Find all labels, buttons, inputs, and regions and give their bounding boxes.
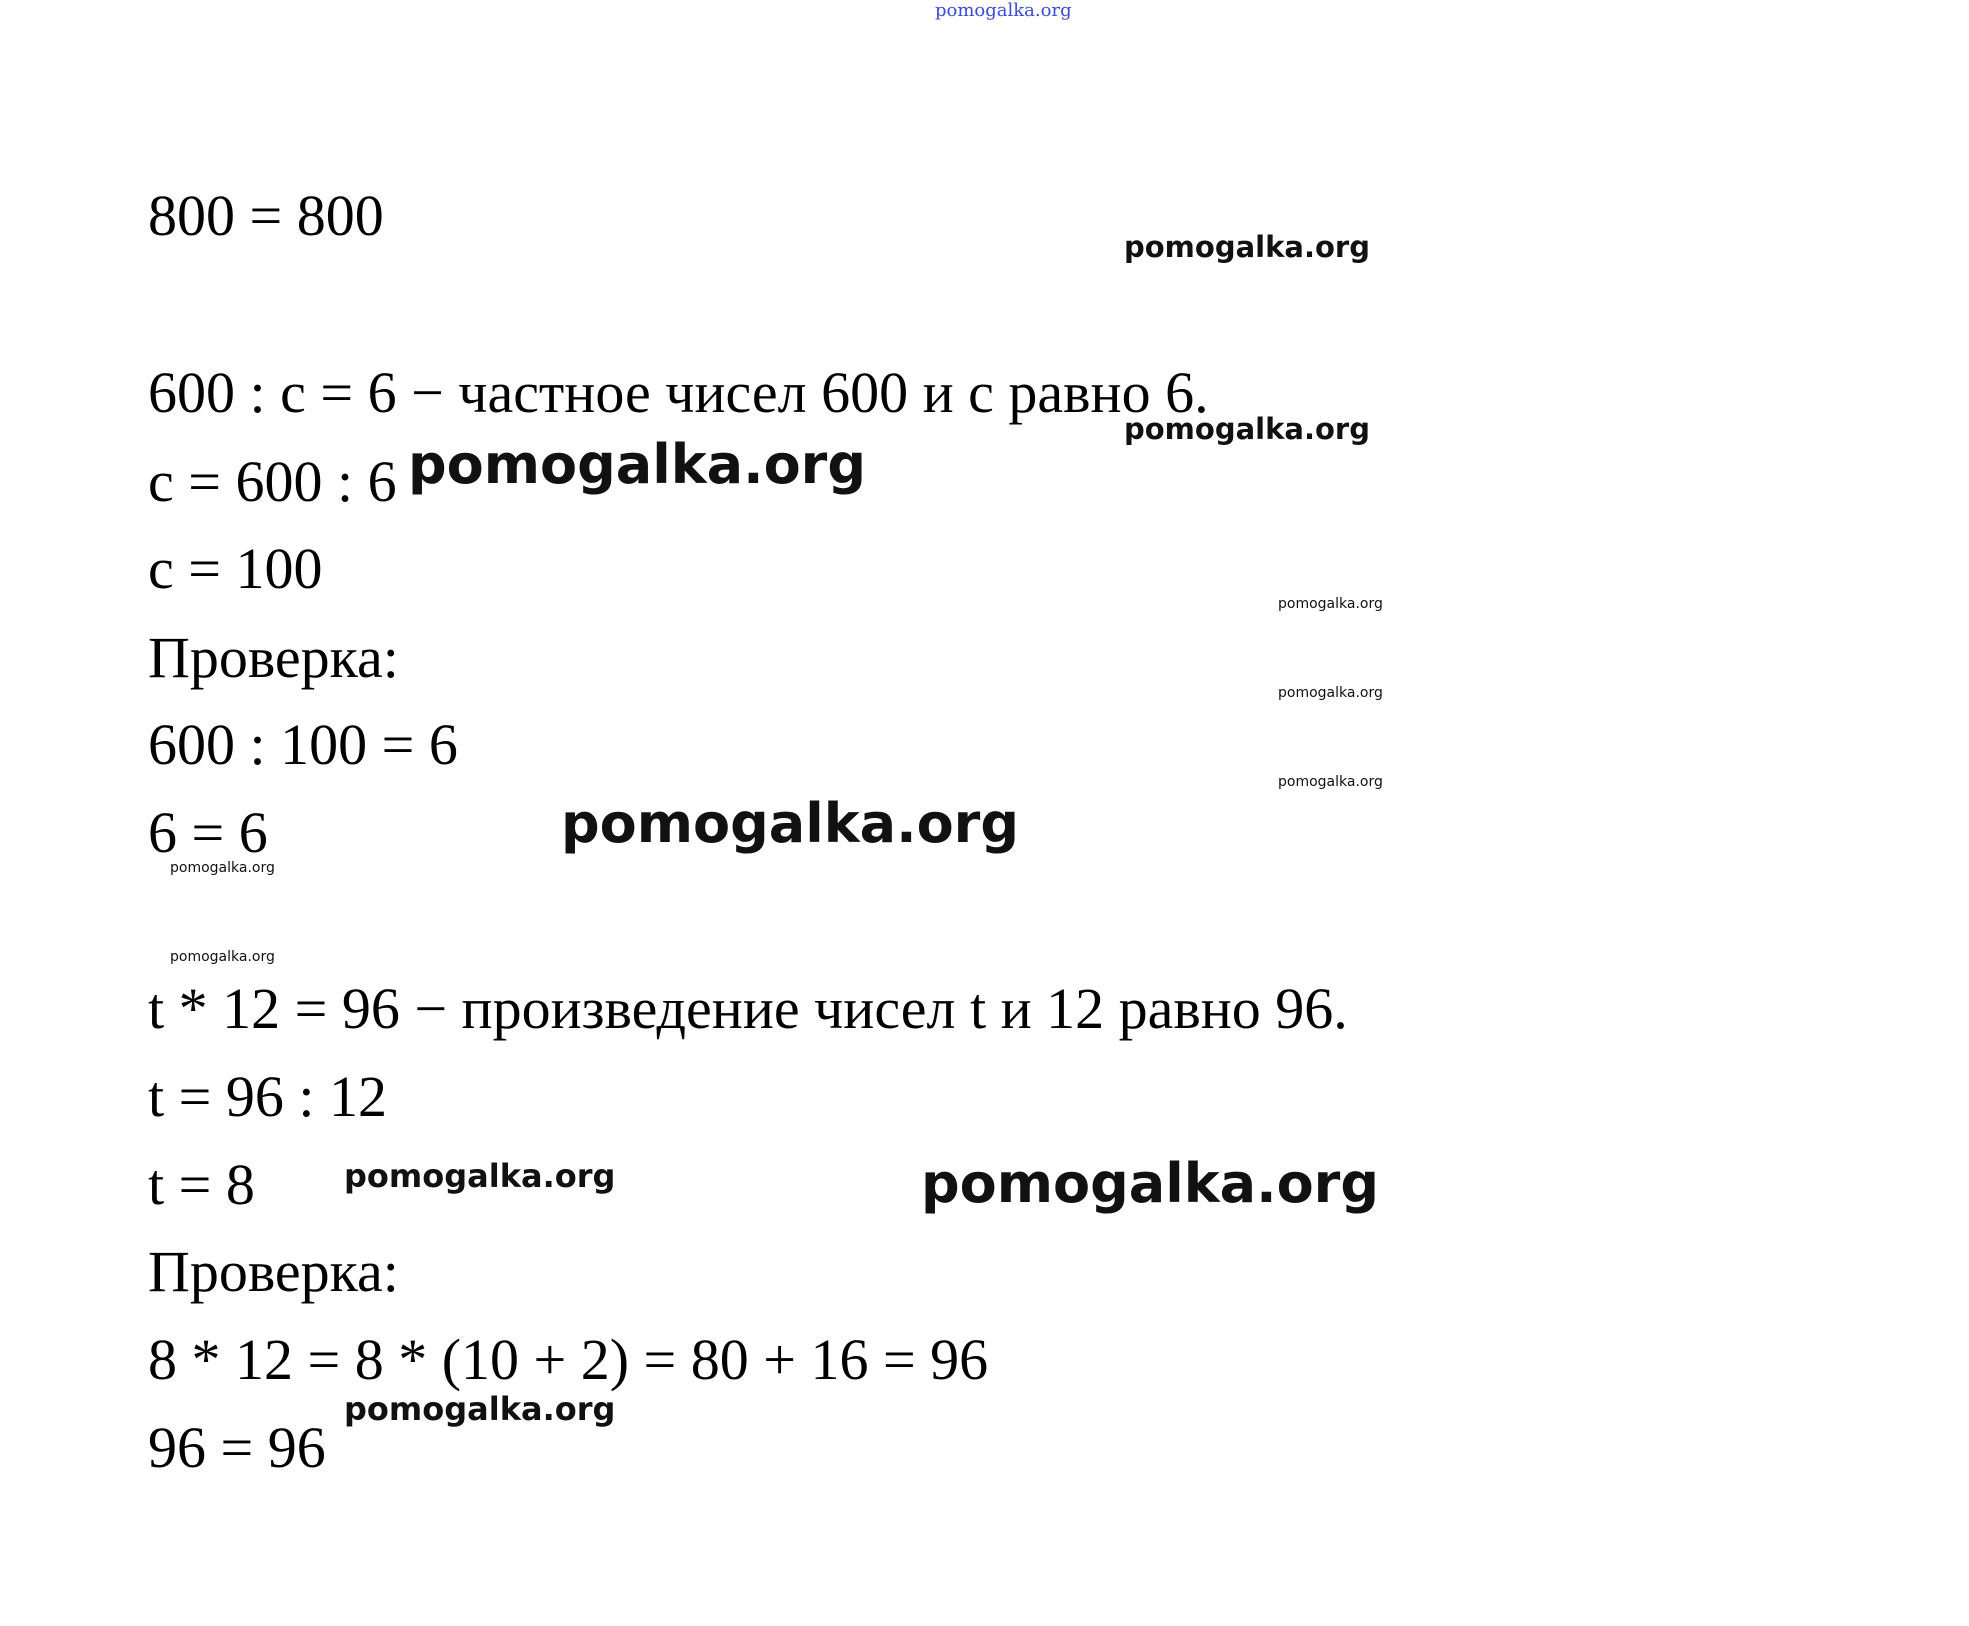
watermark-top: pomogalka.org — [935, 0, 1072, 21]
check-heading-1: Проверка: — [148, 625, 399, 690]
watermark-7: pomogalka.org — [561, 792, 1019, 855]
equation-line-6: 6 = 6 — [148, 800, 268, 865]
equation-line-5: 600 : 100 = 6 — [148, 712, 458, 777]
equation-line-10: 8 * 12 = 8 * (10 + 2) = 80 + 16 = 96 — [148, 1327, 989, 1392]
equation-line-9: t = 8 — [148, 1152, 255, 1217]
equation-line-3: c = 600 : 6 — [148, 449, 397, 514]
watermark-8: pomogalka.org — [170, 860, 275, 876]
watermark-10: pomogalka.org — [344, 1157, 616, 1195]
watermark-12: pomogalka.org — [344, 1390, 616, 1428]
watermark-2: pomogalka.org — [1124, 412, 1370, 446]
watermark-3: pomogalka.org — [408, 433, 866, 496]
watermark-9: pomogalka.org — [170, 949, 275, 965]
watermark-6: pomogalka.org — [1278, 774, 1383, 790]
equation-line-4: c = 100 — [148, 536, 323, 601]
watermark-4: pomogalka.org — [1278, 596, 1383, 612]
check-heading-2: Проверка: — [148, 1239, 399, 1304]
equation-line-11: 96 = 96 — [148, 1415, 326, 1480]
equation-line-2: 600 : c = 6 − частное чисел 600 и c равно 6. — [148, 360, 1209, 425]
watermark-5: pomogalka.org — [1278, 685, 1383, 701]
equation-line-1: 800 = 800 — [148, 183, 384, 248]
equation-line-8: t = 96 : 12 — [148, 1064, 387, 1129]
watermark-1: pomogalka.org — [1124, 230, 1370, 264]
watermark-11: pomogalka.org — [921, 1152, 1379, 1215]
equation-line-7: t * 12 = 96 − произведение чисел t и 12 равно 96. — [148, 976, 1348, 1041]
